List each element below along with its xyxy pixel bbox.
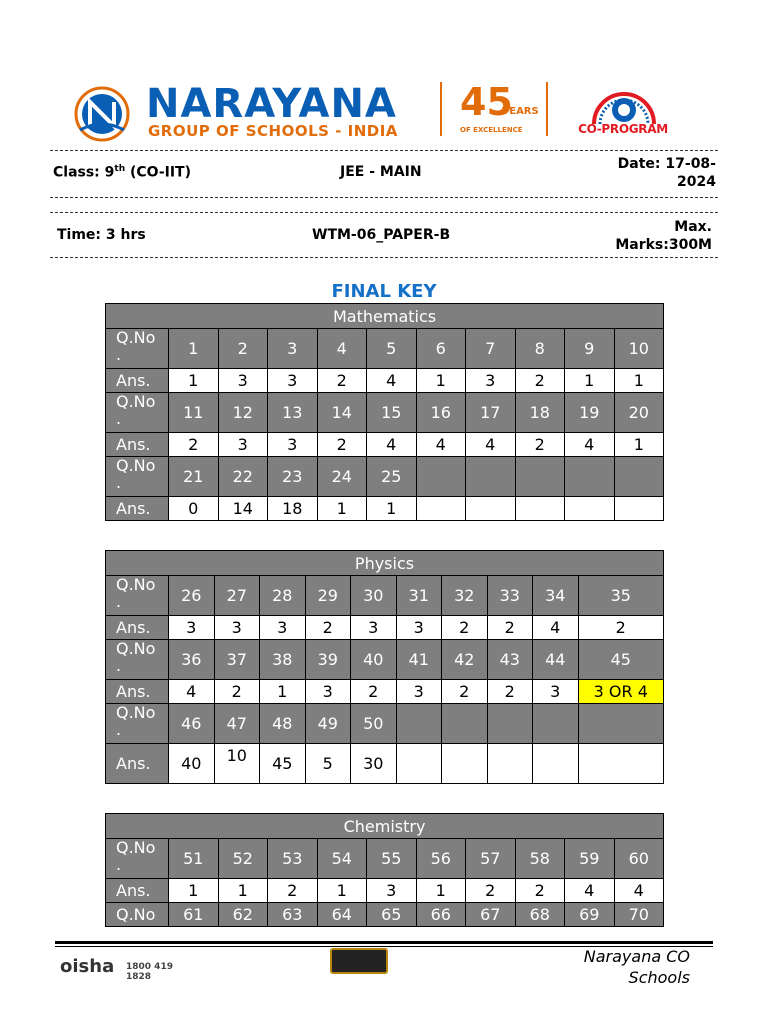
answer-cell: 2 bbox=[442, 680, 488, 704]
question-row bbox=[106, 393, 664, 433]
ans-label: Ans. bbox=[106, 497, 169, 521]
answer-cell: 4 bbox=[169, 680, 215, 704]
brand-name: NARAYANA bbox=[146, 81, 397, 127]
exam-date: Date: 17-08- 2024 bbox=[617, 156, 716, 190]
question-number: 26 bbox=[169, 576, 215, 616]
question-number: 65 bbox=[367, 903, 417, 927]
page-number-badge bbox=[330, 948, 388, 974]
question-number: 67 bbox=[466, 903, 516, 927]
dashed-separator bbox=[50, 257, 718, 258]
answer-cell: 2 bbox=[578, 616, 664, 640]
empty-cell bbox=[466, 497, 516, 521]
question-number: 14 bbox=[317, 393, 367, 433]
answer-cell: 2 bbox=[268, 879, 318, 903]
oisha-logo bbox=[60, 956, 200, 982]
question-number: 53 bbox=[268, 839, 318, 879]
answer-cell: 3 bbox=[268, 433, 318, 457]
answer-cell: 45 bbox=[260, 744, 306, 784]
answer-cell: 3 bbox=[533, 680, 579, 704]
question-row bbox=[106, 457, 664, 497]
class-info: Class: 9th (CO-IIT) bbox=[53, 164, 192, 181]
question-number: 52 bbox=[218, 839, 268, 879]
answer-cell: 1 bbox=[614, 433, 664, 457]
question-number: 49 bbox=[305, 704, 351, 744]
answer-cell: 1 bbox=[260, 680, 306, 704]
answer-cell: 1 bbox=[416, 879, 466, 903]
answer-cell: 2 bbox=[487, 616, 533, 640]
answer-cell: 3 bbox=[260, 616, 306, 640]
question-number: 12 bbox=[218, 393, 268, 433]
years-word: YEARS bbox=[502, 106, 539, 117]
qno-label: Q.No . bbox=[106, 839, 169, 879]
footer-rule bbox=[55, 941, 713, 944]
ans-label: Ans. bbox=[106, 879, 169, 903]
qno-label: Q.No bbox=[106, 903, 169, 927]
answer-cell: 0 bbox=[169, 497, 219, 521]
oisha-name: oisha bbox=[60, 956, 115, 977]
question-number: 69 bbox=[565, 903, 615, 927]
max-marks: Max. Marks:300M bbox=[615, 219, 712, 253]
empty-cell bbox=[578, 704, 664, 744]
years-excellence: OF EXCELLENCE bbox=[460, 126, 523, 134]
answer-cell: 2 bbox=[305, 616, 351, 640]
answer-row bbox=[106, 680, 664, 704]
answer-cell: 3 bbox=[396, 616, 442, 640]
question-number: 32 bbox=[442, 576, 488, 616]
brand-subtitle: GROUP OF SCHOOLS - INDIA bbox=[148, 122, 398, 140]
answer-cell: 2 bbox=[515, 433, 565, 457]
answer-cell: 2 bbox=[515, 369, 565, 393]
answer-cell: 40 bbox=[169, 744, 215, 784]
answer-cell: 1 bbox=[317, 879, 367, 903]
answer-cell: 3 bbox=[466, 369, 516, 393]
question-number: 60 bbox=[614, 839, 664, 879]
question-number: 8 bbox=[515, 329, 565, 369]
answer-cell: 4 bbox=[367, 369, 417, 393]
question-number: 9 bbox=[565, 329, 615, 369]
question-number: 23 bbox=[268, 457, 318, 497]
answer-cell: 1 bbox=[614, 369, 664, 393]
question-number: 11 bbox=[169, 393, 219, 433]
answer-cell: 30 bbox=[351, 744, 397, 784]
answer-row bbox=[106, 433, 664, 457]
answer-cell: 5 bbox=[305, 744, 351, 784]
question-number: 33 bbox=[487, 576, 533, 616]
question-number: 50 bbox=[351, 704, 397, 744]
mathematics-key-table bbox=[105, 303, 664, 521]
qno-label: Q.No . bbox=[106, 704, 169, 744]
question-row bbox=[106, 903, 664, 927]
question-number: 19 bbox=[565, 393, 615, 433]
physics-key-table bbox=[105, 550, 664, 784]
question-number: 3 bbox=[268, 329, 318, 369]
answer-cell: 1 bbox=[169, 369, 219, 393]
question-number: 15 bbox=[367, 393, 417, 433]
answer-cell: 14 bbox=[218, 497, 268, 521]
ans-label: Ans. bbox=[106, 369, 169, 393]
empty-cell bbox=[416, 457, 466, 497]
answer-cell: 3 bbox=[218, 433, 268, 457]
answer-cell: 3 bbox=[305, 680, 351, 704]
answer-cell: 2 bbox=[169, 433, 219, 457]
empty-cell bbox=[614, 457, 664, 497]
question-number: 62 bbox=[218, 903, 268, 927]
answer-cell: 2 bbox=[515, 879, 565, 903]
answer-cell: 2 bbox=[351, 680, 397, 704]
answer-cell: 1 bbox=[169, 879, 219, 903]
paper-code: WTM-06_PAPER-B bbox=[312, 227, 451, 243]
answer-cell: 4 bbox=[533, 616, 579, 640]
answer-cell: 2 bbox=[317, 369, 367, 393]
question-number: 7 bbox=[466, 329, 516, 369]
question-number: 20 bbox=[614, 393, 664, 433]
question-number: 38 bbox=[260, 640, 306, 680]
answer-cell: 2 bbox=[442, 616, 488, 640]
answer-cell: 3 bbox=[218, 369, 268, 393]
empty-cell bbox=[515, 497, 565, 521]
question-number: 17 bbox=[466, 393, 516, 433]
empty-cell bbox=[515, 457, 565, 497]
question-number: 58 bbox=[515, 839, 565, 879]
answer-cell: 3 bbox=[214, 616, 260, 640]
footer-school-name: Narayana CO Schools bbox=[583, 947, 690, 987]
empty-cell bbox=[416, 497, 466, 521]
answer-cell: 10 bbox=[214, 744, 260, 784]
exam-duration: Time: 3 hrs bbox=[57, 227, 146, 243]
question-number: 42 bbox=[442, 640, 488, 680]
empty-cell bbox=[396, 704, 442, 744]
empty-cell bbox=[533, 744, 579, 784]
question-number: 48 bbox=[260, 704, 306, 744]
answer-cell: 4 bbox=[367, 433, 417, 457]
question-number: 61 bbox=[169, 903, 219, 927]
answer-row bbox=[106, 497, 664, 521]
question-number: 25 bbox=[367, 457, 417, 497]
question-number: 21 bbox=[169, 457, 219, 497]
narayana-emblem-icon bbox=[68, 82, 140, 142]
empty-cell bbox=[565, 497, 615, 521]
question-number: 5 bbox=[367, 329, 417, 369]
qno-label: Q.No . bbox=[106, 393, 169, 433]
answer-cell: 4 bbox=[614, 879, 664, 903]
question-number: 68 bbox=[515, 903, 565, 927]
question-number: 51 bbox=[169, 839, 219, 879]
question-number: 57 bbox=[466, 839, 516, 879]
answer-cell: 4 bbox=[565, 879, 615, 903]
answer-row bbox=[106, 879, 664, 903]
answer-cell: 1 bbox=[367, 497, 417, 521]
qno-label: Q.No . bbox=[106, 576, 169, 616]
question-number: 1 bbox=[169, 329, 219, 369]
empty-cell bbox=[442, 744, 488, 784]
question-row bbox=[106, 576, 664, 616]
question-number: 70 bbox=[614, 903, 664, 927]
answer-cell: 1 bbox=[565, 369, 615, 393]
ans-label: Ans. bbox=[106, 433, 169, 457]
question-row bbox=[106, 329, 664, 369]
question-number: 66 bbox=[416, 903, 466, 927]
answer-cell: 2 bbox=[214, 680, 260, 704]
question-number: 18 bbox=[515, 393, 565, 433]
question-number: 45 bbox=[578, 640, 664, 680]
qno-label: Q.No . bbox=[106, 640, 169, 680]
empty-cell bbox=[533, 704, 579, 744]
header-divider bbox=[440, 82, 442, 136]
answer-cell: 2 bbox=[487, 680, 533, 704]
empty-cell bbox=[565, 457, 615, 497]
question-number: 27 bbox=[214, 576, 260, 616]
co-program-emblem-icon bbox=[588, 80, 660, 124]
question-number: 40 bbox=[351, 640, 397, 680]
question-number: 31 bbox=[396, 576, 442, 616]
question-number: 63 bbox=[268, 903, 318, 927]
question-number: 46 bbox=[169, 704, 215, 744]
section-title: Mathematics bbox=[106, 304, 664, 329]
answer-cell: 4 bbox=[466, 433, 516, 457]
empty-cell bbox=[396, 744, 442, 784]
answer-cell: 1 bbox=[416, 369, 466, 393]
question-number: 16 bbox=[416, 393, 466, 433]
question-number: 34 bbox=[533, 576, 579, 616]
section-title: Chemistry bbox=[106, 814, 664, 839]
answer-cell: 3 bbox=[396, 680, 442, 704]
answer-cell: 1 bbox=[317, 497, 367, 521]
question-number: 22 bbox=[218, 457, 268, 497]
empty-cell bbox=[614, 497, 664, 521]
question-row bbox=[106, 704, 664, 744]
question-number: 64 bbox=[317, 903, 367, 927]
answer-cell: 1 bbox=[218, 879, 268, 903]
empty-cell bbox=[466, 457, 516, 497]
question-number: 43 bbox=[487, 640, 533, 680]
answer-cell: 2 bbox=[317, 433, 367, 457]
narayana-logo bbox=[68, 82, 428, 142]
years-logo bbox=[458, 80, 539, 140]
section-title: Physics bbox=[106, 551, 664, 576]
question-number: 37 bbox=[214, 640, 260, 680]
co-program-label: CO-PROGRAM bbox=[578, 122, 668, 136]
question-number: 28 bbox=[260, 576, 306, 616]
question-number: 2 bbox=[218, 329, 268, 369]
question-number: 10 bbox=[614, 329, 664, 369]
question-number: 30 bbox=[351, 576, 397, 616]
question-number: 6 bbox=[416, 329, 466, 369]
header-divider bbox=[546, 82, 548, 136]
answer-row bbox=[106, 369, 664, 393]
empty-cell bbox=[487, 744, 533, 784]
qno-label: Q.No . bbox=[106, 329, 169, 369]
ans-label: Ans. bbox=[106, 744, 169, 784]
oisha-phone: 1800 419 1828 bbox=[126, 962, 173, 982]
question-number: 39 bbox=[305, 640, 351, 680]
answer-row bbox=[106, 616, 664, 640]
empty-cell bbox=[442, 704, 488, 744]
qno-label: Q.No . bbox=[106, 457, 169, 497]
question-number: 13 bbox=[268, 393, 318, 433]
dashed-separator bbox=[50, 150, 718, 151]
answer-cell: 2 bbox=[466, 879, 516, 903]
question-number: 59 bbox=[565, 839, 615, 879]
question-row bbox=[106, 839, 664, 879]
answer-cell: 4 bbox=[565, 433, 615, 457]
question-number: 55 bbox=[367, 839, 417, 879]
answer-cell: 3 bbox=[268, 369, 318, 393]
answer-cell: 18 bbox=[268, 497, 318, 521]
question-number: 35 bbox=[578, 576, 664, 616]
exam-name: JEE - MAIN bbox=[340, 164, 422, 180]
answer-cell: 3 bbox=[367, 879, 417, 903]
question-number: 24 bbox=[317, 457, 367, 497]
chemistry-key-table bbox=[105, 813, 664, 927]
ans-label: Ans. bbox=[106, 616, 169, 640]
question-number: 44 bbox=[533, 640, 579, 680]
dashed-separator bbox=[50, 212, 718, 213]
co-program-logo bbox=[568, 80, 678, 140]
question-number: 54 bbox=[317, 839, 367, 879]
answer-cell: 4 bbox=[416, 433, 466, 457]
years-number: 45 bbox=[460, 80, 513, 124]
empty-cell bbox=[487, 704, 533, 744]
answer-cell-highlighted: 3 OR 4 bbox=[578, 680, 664, 704]
empty-cell bbox=[578, 744, 664, 784]
question-number: 36 bbox=[169, 640, 215, 680]
answer-row bbox=[106, 744, 664, 784]
question-row bbox=[106, 640, 664, 680]
question-number: 47 bbox=[214, 704, 260, 744]
answer-cell: 3 bbox=[169, 616, 215, 640]
ans-label: Ans. bbox=[106, 680, 169, 704]
dashed-separator bbox=[50, 197, 718, 198]
question-number: 29 bbox=[305, 576, 351, 616]
question-number: 56 bbox=[416, 839, 466, 879]
question-number: 41 bbox=[396, 640, 442, 680]
question-number: 4 bbox=[317, 329, 367, 369]
answer-cell: 3 bbox=[351, 616, 397, 640]
page-title: FINAL KEY bbox=[331, 281, 437, 302]
